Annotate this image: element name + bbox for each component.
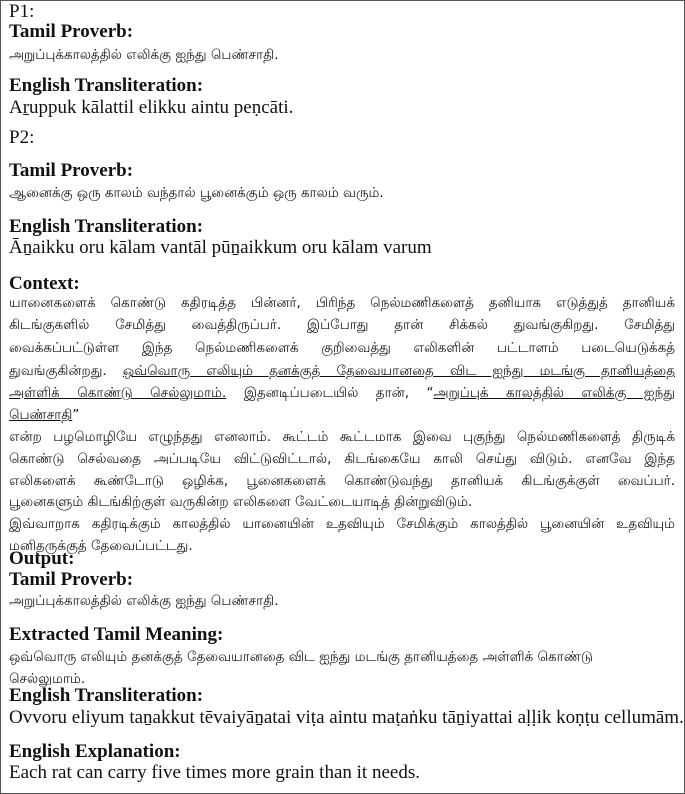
output-meaning-line: ஒவ்வொரு எலியும் தனக்குத் தேவையானதை விட ஐந்து மடங்கு தானியத்தை அள்ளிக் கொண்டு	[9, 649, 593, 665]
context-text: இதனடிப்படையில் தான், “	[226, 385, 434, 401]
p2-label: P2:	[9, 127, 35, 148]
output-heading: Output:	[9, 548, 75, 569]
p1-translit-heading: English Transliteration:	[9, 75, 204, 96]
output-proverb: அறுப்புக்காலத்தில் எலிக்கு ஐந்து பெண்சாதி.	[9, 593, 279, 609]
output-meaning-line: செல்லுமாம்.	[9, 671, 86, 687]
output-meaning-heading: Extracted Tamil Meaning:	[9, 624, 224, 645]
context-line: மனிதருக்குத் தேவைப்பட்டது.	[9, 538, 193, 554]
context-heading: Context:	[9, 273, 80, 294]
context-line: கொண்டு செல்வதை அப்படியே விட்டுவிட்டால், கிடங்கையே காலி செய்து விடும். எனவே இந்த	[9, 451, 675, 467]
context-line: என்ற பழமொழியே எழுந்தது எனலாம். கூட்டம் கூட்டமாக இவை புகுந்து நெல்மணிகளைத் திருடிக்	[9, 429, 675, 445]
context-underlined-meaning: ஒவ்வொரு எலியும் தனக்குத் தேவையானதை விட ஐந்து மடங்கு தானியத்தை	[122, 363, 675, 379]
p1-translit: Aṟuppuk kālattil elikku aintu peṇcāti.	[9, 97, 294, 118]
context-line: பூனைகளும் கிடங்கிற்குள் வருகின்ற எலிகளை வேட்டையாடித் தின்றுவிடும்.	[9, 494, 473, 510]
p1-proverb-heading: Tamil Proverb:	[9, 21, 134, 42]
output-explanation-heading: English Explanation:	[9, 741, 181, 762]
output-explanation: Each rat can carry five times more grain than it needs.	[9, 762, 420, 783]
output-proverb-heading: Tamil Proverb:	[9, 569, 134, 590]
p2-proverb: ஆனைக்கு ஒரு காலம் வந்தால் பூனைக்கும் ஒரு காலம் வரும்.	[9, 185, 384, 201]
output-translit-heading: English Transliteration:	[9, 685, 204, 706]
context-underlined-proverb: அறுப்புக் காலத்தில் எலிக்கு ஐந்து	[433, 385, 675, 401]
context-line	[9, 404, 675, 426]
output-translit: Ovvoru eliyum taṉakkut tēvaiyāṉatai viṭa aintu maṭaṅku tāṉiyattai aḷḷik koṇṭu cellumām.	[9, 707, 684, 728]
context-line	[9, 382, 675, 404]
context-line: கிடங்குகளில் சேமித்து வைத்திருப்பர். இப்போது தான் சிக்கல் துவங்குகிறது. சேமித்து	[9, 317, 675, 333]
context-line: இவ்வாறாக கதிரடிக்கும் காலத்தில் யானையின் உதவியும் சேமிக்கும் காலத்தில் பூனையின் உதவியும்	[9, 516, 675, 532]
p1-label: P1:	[9, 1, 35, 22]
context-line: யானைகளைக் கொண்டு கதிரடித்த பின்னர், பிரிந்த நெல்மணிகளைத் தனியாக எடுத்துத் தானியக்	[9, 295, 675, 311]
context-underlined-proverb: பெண்சாதி	[9, 407, 73, 423]
context-line: எலிகளைக் கூண்டோடு ஒழிக்க, பூனைகளைக் கொண்டுவந்து தானியக் கிடங்குக்குள் வைப்பர்.	[9, 473, 675, 489]
p2-translit: Āṉaikku oru kālam vantāl pūṉaikkum oru kālam varum	[9, 237, 432, 258]
context-text: துவங்குகின்றது.	[9, 363, 123, 379]
context-line: வைக்கப்பட்டுள்ள இந்த நெல்மணிகளைக் குறிவைத்து எலிகளின் பட்டாளம் படையெடுக்கத்	[9, 340, 675, 356]
p1-proverb: அறுப்புக்காலத்தில் எலிக்கு ஐந்து பெண்சாதி.	[9, 47, 279, 63]
p2-proverb-heading: Tamil Proverb:	[9, 160, 134, 181]
context-text: ”	[72, 407, 80, 423]
p2-translit-heading: English Transliteration:	[9, 216, 204, 237]
context-underlined-meaning: அள்ளிக் கொண்டு செல்லுமாம்.	[9, 385, 227, 401]
context-line	[9, 360, 675, 382]
